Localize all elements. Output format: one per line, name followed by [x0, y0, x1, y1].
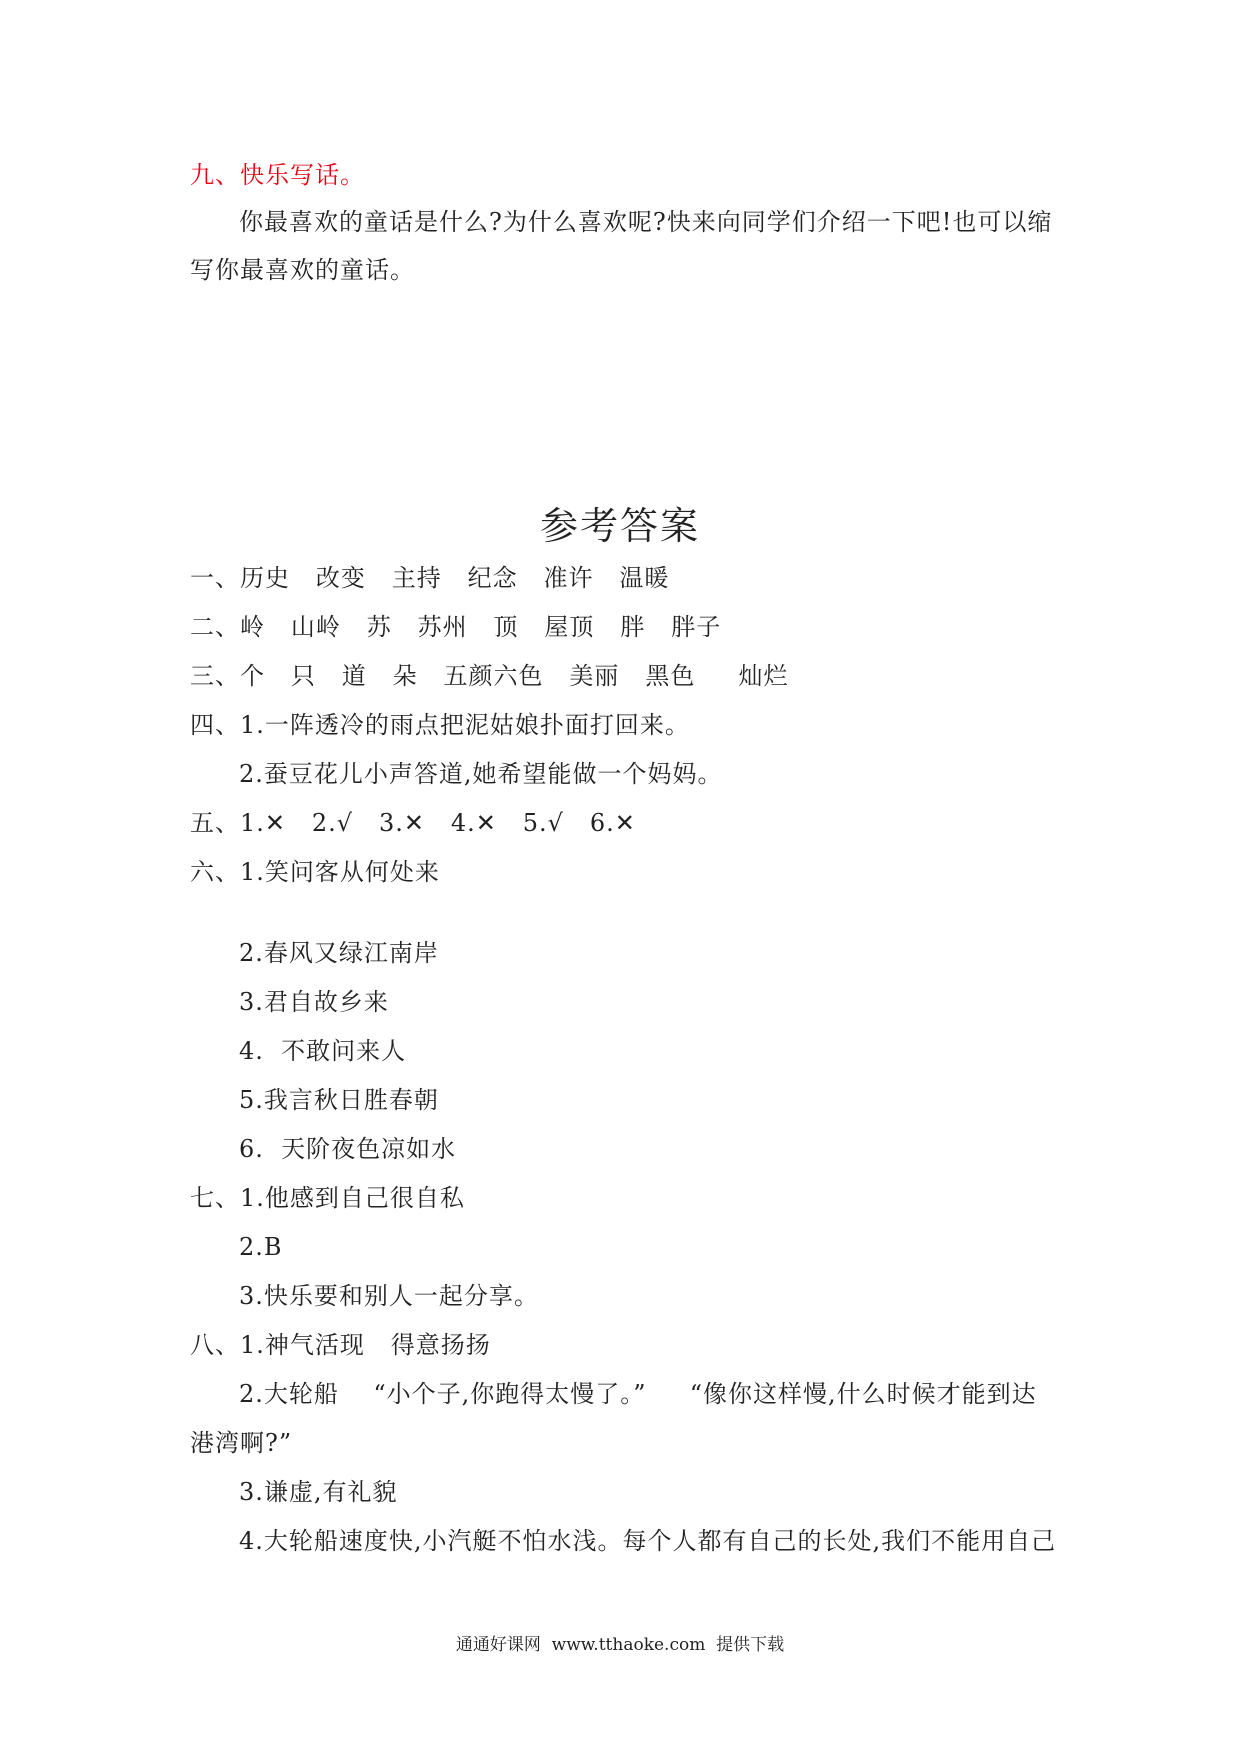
answer-q8-3: 3.谦虚,有礼貌 [239, 1478, 398, 1506]
answer-q8-2-line-1: 2.大轮船 “小个子,你跑得太慢了。” “像你这样慢,什么时候才能到达 [239, 1380, 1037, 1408]
writing-prompt-line-1: 你最喜欢的童话是什么?为什么喜欢呢?快来向同学们介绍一下吧!也可以缩 [239, 208, 1053, 236]
answer-q8-2-line-2: 港湾啊?” [190, 1429, 293, 1457]
answer-q8-1: 八、1.神气活现 得意扬扬 [190, 1331, 491, 1359]
section-nine-heading: 九、快乐写话。 [190, 161, 365, 189]
answer-q7-1: 七、1.他感到自己很自私 [190, 1184, 465, 1212]
answer-q2: 二、岭 山岭 苏 苏州 顶 屋顶 胖 胖子 [190, 613, 722, 641]
answer-q8-4: 4.大轮船速度快,小汽艇不怕水浅。每个人都有自己的长处,我们不能用自己 [239, 1527, 1057, 1555]
answer-q7-3: 3.快乐要和别人一起分享。 [239, 1282, 539, 1310]
answer-q6-5: 5.我言秋日胜春朝 [239, 1086, 439, 1114]
answer-q6-3: 3.君自故乡来 [239, 988, 389, 1016]
answer-q1: 一、历史 改变 主持 纪念 准许 温暖 [190, 564, 670, 592]
answer-q6-2: 2.春风又绿江南岸 [239, 939, 439, 967]
answer-q3: 三、个 只 道 朵 五颜六色 美丽 黑色 灿烂 [190, 662, 789, 690]
answer-q6-1: 六、1.笑问客从何处来 [190, 858, 440, 886]
writing-prompt-line-2: 写你最喜欢的童话。 [190, 256, 415, 284]
answer-q4-2: 2.蚕豆花儿小声答道,她希望能做一个妈妈。 [239, 760, 723, 788]
answer-key-title: 参考答案 [539, 504, 700, 548]
footer-attribution: 通通好课网 www.tthaoke.com 提供下载 [455, 1635, 785, 1655]
answer-q7-2: 2.B [239, 1233, 283, 1261]
answer-q6-4: 4. 不敢问来人 [239, 1037, 407, 1065]
answer-q4-1: 四、1.一阵透冷的雨点把泥姑娘扑面打回来。 [190, 711, 690, 739]
answer-q6-6: 6. 天阶夜色凉如水 [239, 1135, 457, 1163]
answer-q5: 五、1.✕ 2.√ 3.✕ 4.✕ 5.√ 6.✕ [190, 809, 636, 837]
